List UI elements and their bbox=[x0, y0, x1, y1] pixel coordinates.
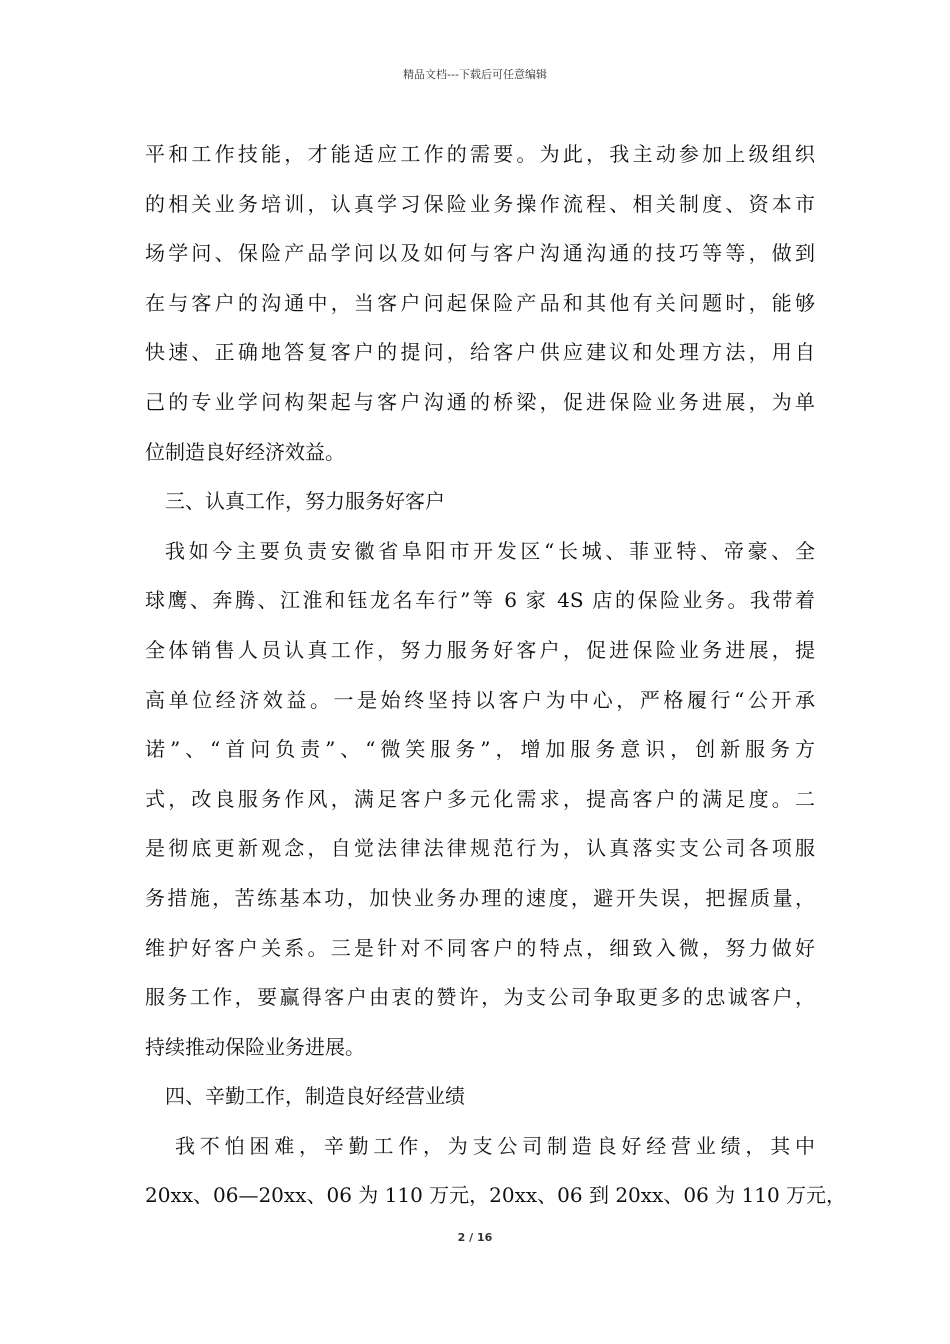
paragraph-line: 快速、正确地答复客户的提问，给客户供应建议和处理方法，用自 bbox=[145, 340, 815, 365]
paragraph-line: 持续推动保险业务进展。 bbox=[145, 1034, 365, 1059]
document-body bbox=[145, 130, 847, 1221]
paragraph-line: 是彻底更新观念，自觉法律法律规范行为，认真落实支公司各项服 bbox=[145, 836, 815, 861]
page-number: 2 / 16 bbox=[457, 1231, 493, 1244]
paragraph-line: 维护好客户关系。三是针对不同客户的特点，细致入微，努力做好 bbox=[145, 935, 815, 960]
paragraph-line: 我不怕困难，辛勤工作，为支公司制造良好经营业绩，其中 bbox=[175, 1133, 815, 1158]
paragraph-line: 平和工作技能，才能适应工作的需要。为此，我主动参加上级组织 bbox=[145, 142, 815, 166]
paragraph-line: 球鹰、奔腾、江淮和钰龙名车行”等 6 家 4S 店的保险业务。我带着 bbox=[145, 588, 815, 613]
paragraph-line: 在与客户的沟通中，当客户问起保险产品和其他有关问题时，能够 bbox=[145, 290, 815, 315]
paragraph-line: 高单位经济效益。一是始终坚持以客户为中心，严格履行“公开承 bbox=[145, 687, 815, 712]
paragraph-line: 式，改良服务作风，满足客户多元化需求，提高客户的满足度。二 bbox=[145, 786, 815, 811]
paragraph-line: 场学问、保险产品学问以及如何与客户沟通沟通的技巧等等，做到 bbox=[145, 241, 815, 266]
paragraph-line: 20xx、06—20xx、06 为 110 万元，20xx、06 到 20xx、06 为 110 万元， bbox=[145, 1183, 847, 1208]
page-header: 精品文档---下载后可任意编辑 bbox=[403, 68, 547, 81]
paragraph-line: 己的专业学问构架起与客户沟通的桥梁，促进保险业务进展，为单 bbox=[145, 389, 815, 414]
paragraph-line: 全体销售人员认真工作，努力服务好客户，促进保险业务进展，提 bbox=[145, 637, 815, 662]
paragraph-line: 位制造良好经济效益。 bbox=[145, 439, 345, 464]
section-heading: 三、认真工作，努力服务好客户 bbox=[165, 489, 445, 514]
paragraph-line: 的相关业务培训，认真学习保险业务操作流程、相关制度、资本市 bbox=[145, 191, 815, 216]
paragraph-line: 服务工作，要赢得客户由衷的赞许，为支公司争取更多的忠诚客户， bbox=[145, 985, 815, 1010]
paragraph-line: 我如今主要负责安徽省阜阳市开发区“长城、菲亚特、帝豪、全 bbox=[165, 538, 815, 563]
section-heading: 四、辛勤工作，制造良好经营业绩 bbox=[165, 1084, 465, 1109]
paragraph-line: 诺”、“首问负责”、“微笑服务”，增加服务意识，创新服务方 bbox=[145, 737, 815, 762]
paragraph-line: 务措施，苦练基本功，加快业务办理的速度，避开失误，把握质量， bbox=[145, 885, 815, 910]
